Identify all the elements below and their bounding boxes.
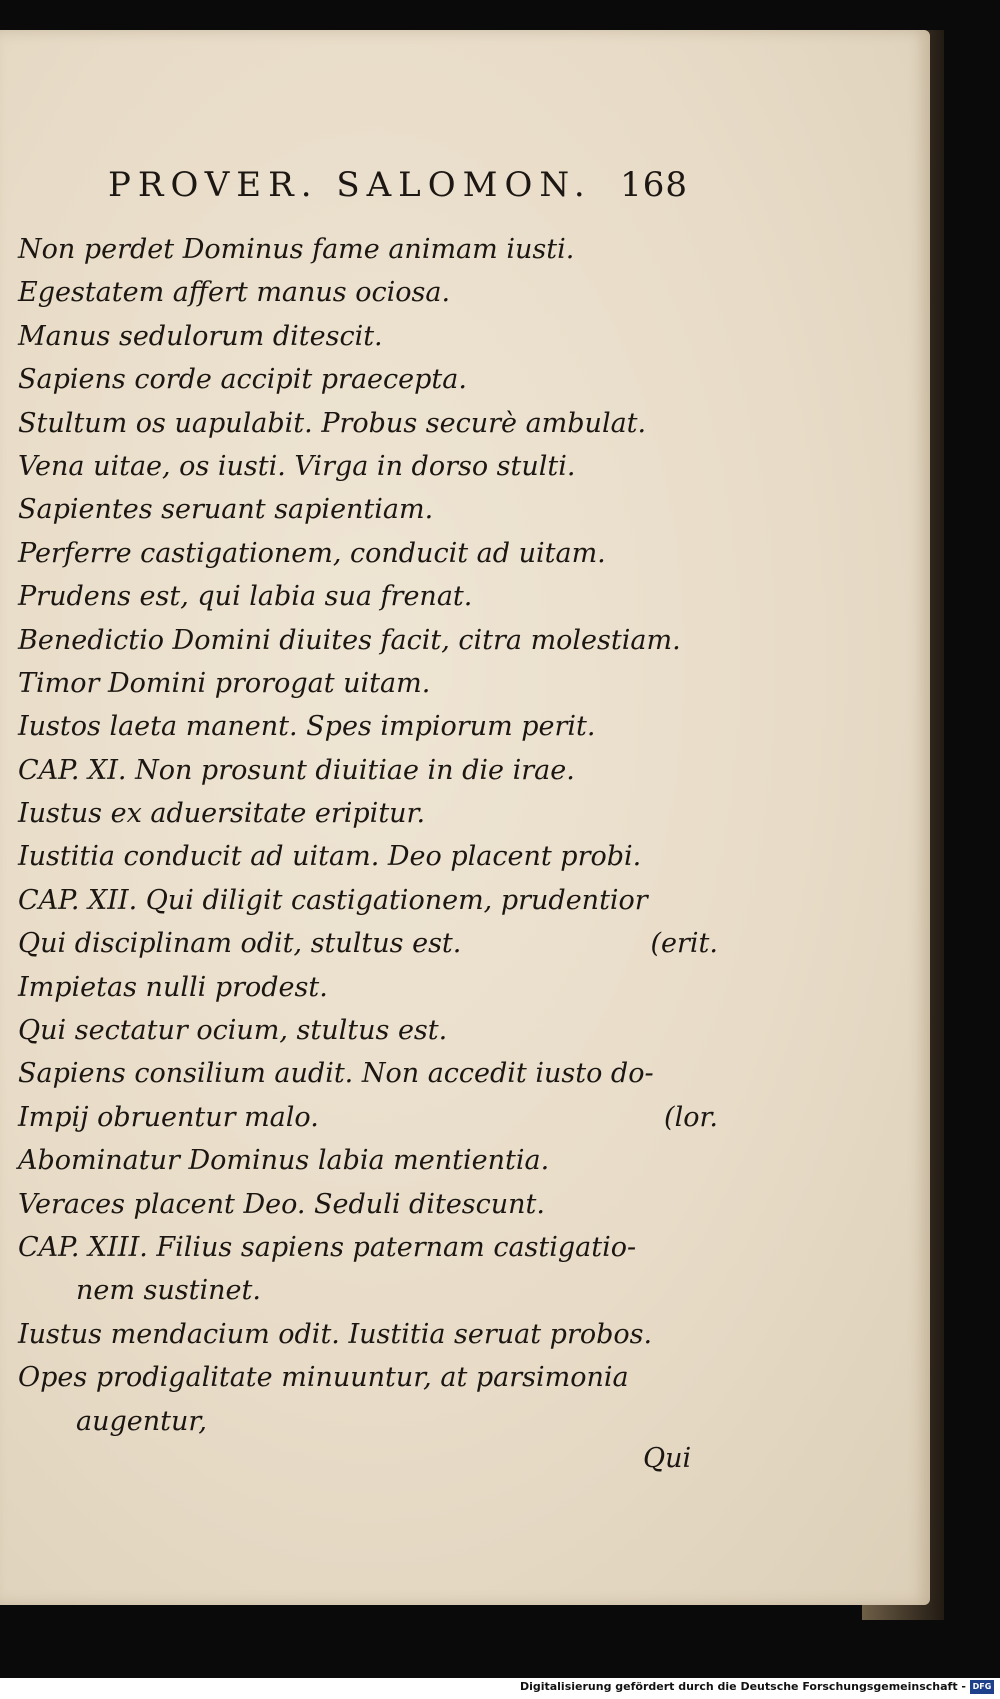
footer-bar <box>0 1678 1000 1699</box>
line-text: nem sustinet. <box>76 1275 261 1307</box>
text-line <box>18 879 718 922</box>
text-line <box>18 749 718 792</box>
dfg-logo-icon: DFG <box>970 1680 994 1694</box>
line-text: Iustos laeta manent. Spes impiorum perit. <box>18 711 596 743</box>
line-text: CAP. XIII. Filius sapiens paternam castigatio- <box>18 1231 637 1263</box>
line-text: CAP. XII. Qui diligit castigationem, prudentior <box>18 884 648 916</box>
line-text: Qui sectatur ocium, stultus est. <box>18 1015 448 1047</box>
text-line <box>18 662 718 705</box>
book-page <box>0 30 930 1605</box>
text-line <box>18 1139 718 1182</box>
line-text: Iustitia conducit ad uitam. Deo placent probi. <box>18 841 642 873</box>
line-text: Timor Domini prorogat uitam. <box>18 667 431 699</box>
text-line <box>18 532 718 575</box>
running-head-title: PROVER. SALOMON. <box>108 165 592 205</box>
line-text: Sapientes seruant sapientiam. <box>18 494 434 526</box>
line-turnover: (lor. <box>664 1101 718 1133</box>
line-text: Sapiens corde accipit praecepta. <box>18 364 467 396</box>
line-text: Qui disciplinam odit, stultus est. <box>18 928 462 960</box>
line-text: Abominatur Dominus labia mentientia. <box>18 1145 550 1177</box>
line-text: CAP. XI. Non prosunt diuitiae in die irae. <box>18 754 575 786</box>
catchword: Qui <box>643 1443 692 1474</box>
line-text: Benedictio Domini diuites facit, citra molestiam. <box>18 624 681 656</box>
line-text: Impietas nulli prodest. <box>18 971 328 1003</box>
text-line <box>18 575 718 618</box>
line-text: augentur, <box>76 1405 207 1437</box>
text-line <box>18 1269 718 1312</box>
line-text: Prudens est, qui labia sua frenat. <box>18 581 473 613</box>
text-line <box>18 445 718 488</box>
text-line <box>18 271 718 314</box>
text-line <box>18 358 718 401</box>
text-line <box>18 315 718 358</box>
text-line <box>18 792 718 835</box>
line-text: Vena uitae, os iusti. Virga in dorso stulti. <box>18 450 576 482</box>
page-number: 168 <box>620 165 688 205</box>
text-line <box>18 1183 718 1226</box>
text-line <box>18 1356 718 1399</box>
line-text: Veraces placent Deo. Seduli ditescunt. <box>18 1188 545 1220</box>
line-text: Egestatem affert manus ociosa. <box>18 277 451 309</box>
text-line <box>18 1009 718 1052</box>
line-text: Opes prodigalitate minuuntur, at parsimonia <box>18 1362 629 1394</box>
text-line <box>18 835 718 878</box>
line-text: Perferre castigationem, conducit ad uitam. <box>18 537 606 569</box>
text-line <box>18 1400 718 1443</box>
text-line <box>18 922 718 965</box>
line-text: Sapiens consilium audit. Non accedit iusto do- <box>18 1058 654 1090</box>
text-line <box>18 488 718 531</box>
text-line <box>18 619 718 662</box>
line-text: Iustus ex aduersitate eripitur. <box>18 798 426 830</box>
text-block <box>18 228 718 1443</box>
line-text: Manus sedulorum ditescit. <box>18 320 383 352</box>
text-line <box>18 1096 718 1139</box>
text-line <box>18 1226 718 1269</box>
text-line <box>18 966 718 1009</box>
line-turnover: (erit. <box>650 928 718 960</box>
text-line <box>18 705 718 748</box>
text-line <box>18 402 718 445</box>
text-line <box>18 1313 718 1356</box>
line-text: Stultum os uapulabit. Probus securè ambulat. <box>18 407 647 439</box>
running-head <box>108 165 688 205</box>
line-text: Non perdet Dominus fame animam iusti. <box>18 234 575 265</box>
line-text: Iustus mendacium odit. Iustitia seruat probos. <box>18 1318 653 1350</box>
line-text: Impij obruentur malo. <box>18 1101 319 1133</box>
text-line <box>18 1052 718 1095</box>
text-line <box>18 228 718 271</box>
funding-credit: Digitalisierung gefördert durch die Deutsche Forschungsgemeinschaft - <box>519 1680 966 1693</box>
